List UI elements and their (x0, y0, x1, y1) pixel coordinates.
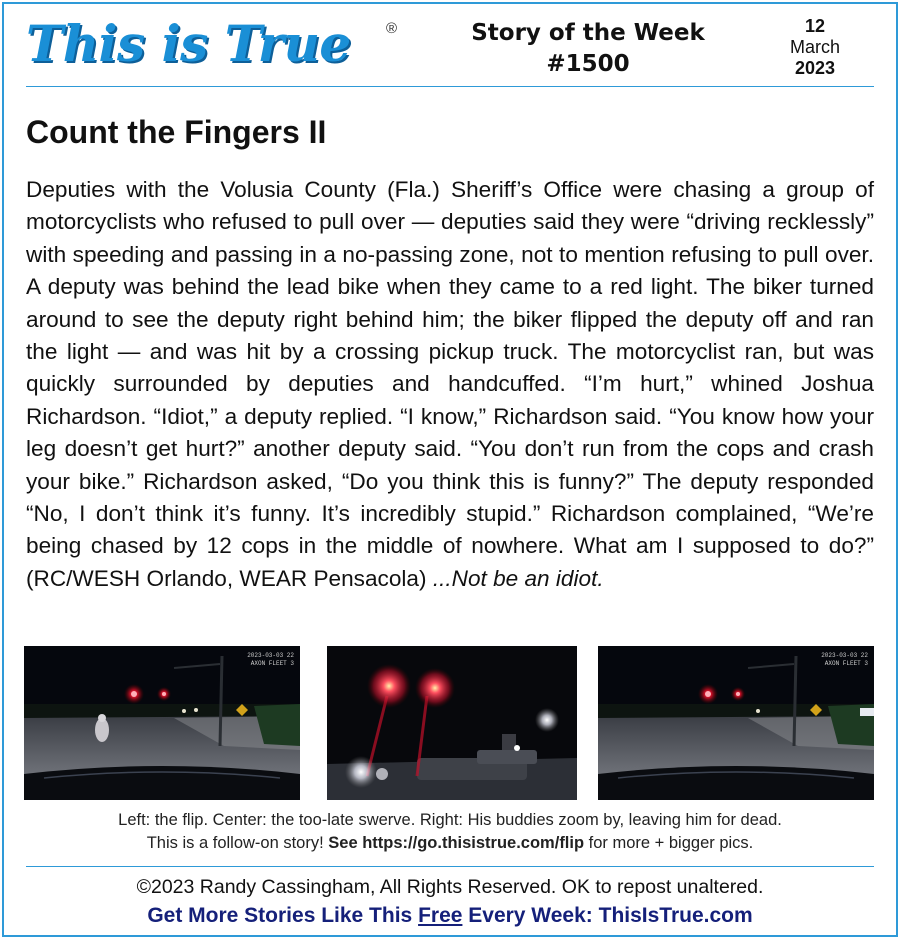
footer-divider (26, 866, 874, 867)
story-tagline: ...Not be an idiot. (432, 565, 604, 591)
issue-number: #1500 (546, 51, 630, 77)
logo: This is True (26, 14, 351, 73)
promo-prefix: Get More Stories Like This (147, 904, 419, 927)
photo-center (327, 646, 577, 800)
story-of-week-text: Story of the Week (471, 20, 705, 46)
header-divider (26, 86, 874, 87)
svg-text:AXON FLEET 3: AXON FLEET 3 (250, 660, 294, 667)
registered-mark: ® (386, 20, 398, 37)
svg-text:AXON FLEET 3: AXON FLEET 3 (824, 660, 868, 667)
photo-caption (18, 809, 882, 855)
header (4, 4, 896, 90)
caption-line-2-suffix: for more + bigger pics. (584, 834, 754, 852)
svg-text:2023-03-03 22: 2023-03-03 22 (821, 652, 868, 659)
photo-left (24, 646, 300, 800)
promo-suffix: Every Week: ThisIsTrue.com (462, 904, 753, 927)
caption-link[interactable]: See https://go.thisistrue.com/flip (328, 834, 585, 852)
story-body (26, 174, 874, 595)
story-title: Count the Fingers II (26, 114, 327, 150)
date-year: 2023 (794, 58, 836, 78)
issue-date (772, 16, 858, 79)
copyright: ©2023 Randy Cassingham, All Rights Reserved. OK to repost unaltered. (136, 876, 764, 898)
caption-line-2-prefix: This is a follow-on story! (146, 834, 329, 852)
story-body-text: Deputies with the Volusia County (Fla.) Sheriff’s Office were chasing a group of motorcyclists who refused to pull over — deputies said they were “driving recklessly” with speeding and passing in a no-passing zone, not to mention refusing to pull over. A deputy was behind the lead bike when they came to a red light. The biker turned around to see the deputy right behind him; the biker flipped the deputy off and ran the light — and was hit by a crossing pickup truck. The motorcyclist ran, but was quickly surrounded by deputies and handcuffed. “I’m hurt,” whined Joshua Richardson. “Idiot,” a deputy replied. “I know,” Richardson said. “You know how your leg doesn’t get hurt?” another deputy said. “You don’t run from the cops and crash your bike.” Richardson asked, “Do you think this is funny?” The deputy responded “No, I don’t think it’s funny. It’s incredibly stupid.” Richardson complained, “We’re being chased by 12 cops in the middle of nowhere. What am I supposed to do?” (RC/WESH Orlando, WEAR Pensacola) (26, 177, 874, 591)
svg-text:2023-03-03 22: 2023-03-03 22 (247, 652, 294, 659)
story-of-week-label (450, 18, 726, 80)
caption-line-2 (18, 832, 882, 855)
promo-link[interactable] (18, 904, 882, 928)
photo-right (598, 646, 874, 800)
story-card (2, 2, 898, 937)
caption-line-1: Left: the flip. Center: the too-late swerve. Right: His buddies zoom by, leaving him for dead. (118, 811, 782, 829)
date-month: March (789, 37, 840, 57)
date-day: 12 (804, 16, 826, 36)
promo-free: Free (418, 904, 463, 927)
